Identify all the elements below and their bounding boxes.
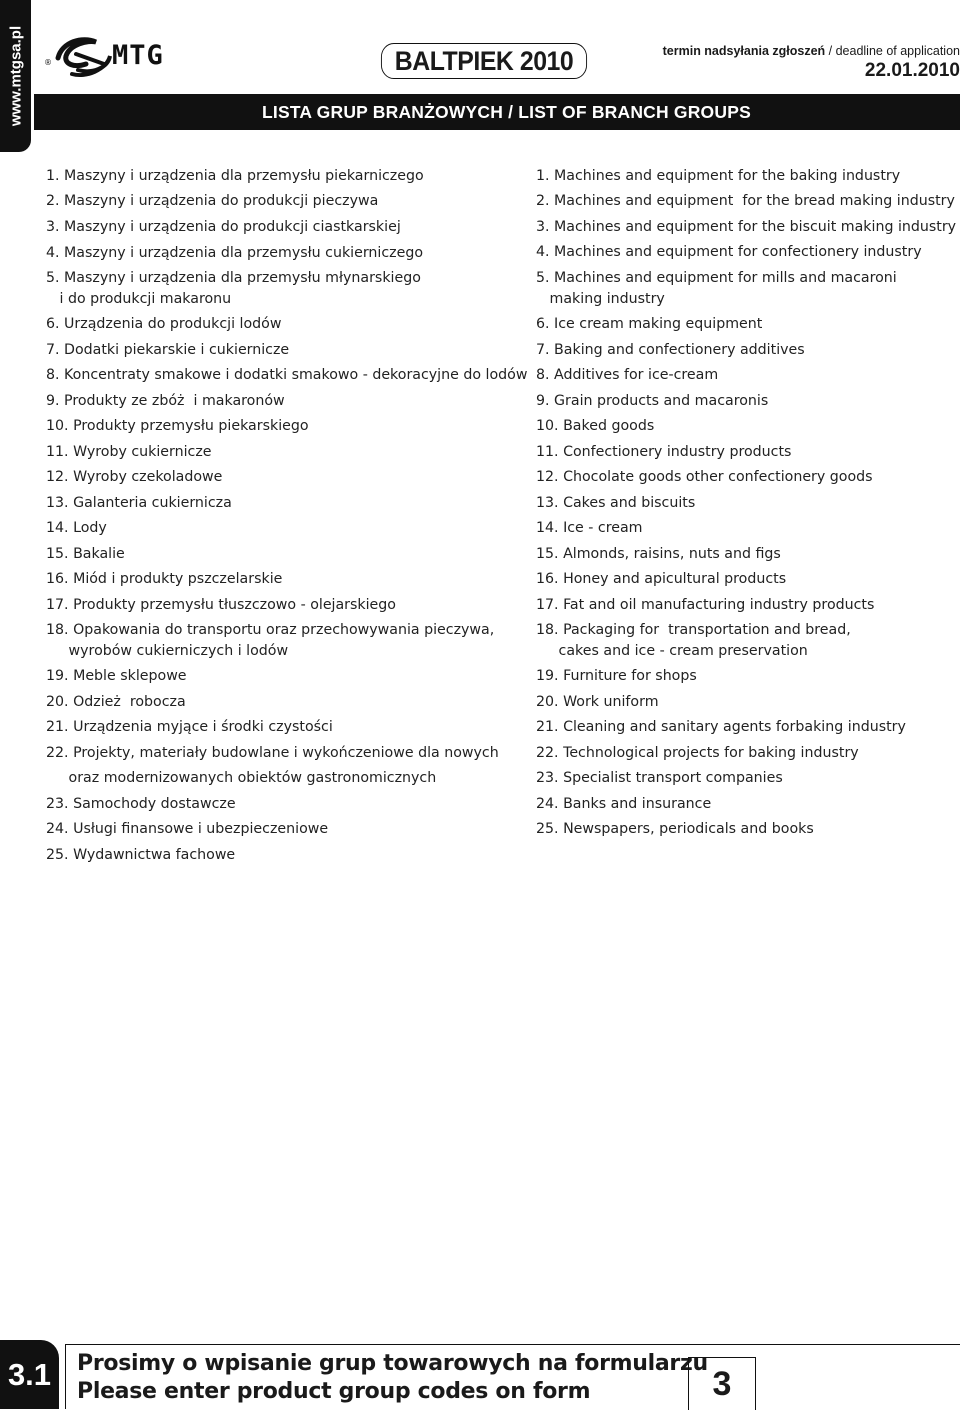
branch-group-item: 14. Ice - cream [536,520,643,536]
footer-instruction-box [65,1344,960,1409]
branch-group-item: 3. Machines and equipment for the biscuit making industry [536,219,957,235]
branch-group-item: oraz modernizowanych obiektów gastronomicznych [46,770,437,786]
branch-group-item: 18. Packaging for transportation and bread, [536,622,851,638]
section-header-bar [34,94,960,130]
section-title: LISTA GRUP BRANŻOWYCH / LIST OF BRANCH GROUPS [262,101,751,122]
branch-group-item: 22. Technological projects for baking industry [536,745,859,761]
registered-mark: ® [44,58,52,67]
form-number-box [688,1357,756,1410]
branch-group-item: 25. Newspapers, periodicals and books [536,821,814,837]
branch-group-item: 19. Meble sklepowe [46,668,187,684]
deadline-label [663,44,960,58]
branch-group-item: 13. Galanteria cukiernicza [46,495,232,511]
branch-group-item: 7. Dodatki piekarskie i cukiernicze [46,342,290,358]
deadline-label-en: / deadline of application [825,44,960,58]
deadline-label-pl: termin nadsyłania zgłoszeń [662,44,826,58]
branch-group-item: 20. Odzież robocza [46,694,186,710]
branch-group-item: making industry [536,291,665,307]
branch-group-item: 20. Work uniform [536,694,659,710]
section-number: 3.1 [7,1356,52,1392]
branch-group-item: 6. Ice cream making equipment [536,316,763,332]
branch-group-item: 21. Urządzenia myjące i środki czystości [46,719,333,735]
branch-group-item: 6. Urządzenia do produkcji lodów [46,316,282,332]
branch-group-item: 5. Maszyny i urządzenia dla przemysłu młynarskiego [46,270,421,286]
branch-group-item: wyrobów cukierniczych i lodów [46,643,289,659]
branch-group-item: 8. Additives for ice-cream [536,367,719,383]
branch-group-item: 11. Wyroby cukiernicze [46,444,212,460]
branch-group-item: 3. Maszyny i urządzenia do produkcji ciastkarskiej [46,219,401,235]
brand-name: MTG [112,40,164,71]
event-name-box [381,43,587,79]
logo-swoosh-icon [52,34,116,82]
branch-group-item: 10. Baked goods [536,418,655,434]
branch-group-item: 4. Maszyny i urządzenia dla przemysłu cukierniczego [46,245,424,261]
event-name: BALTPIEK 2010 [394,45,574,76]
branch-group-item: 17. Produkty przemysłu tłuszczowo - olejarskiego [46,597,396,613]
footer-instruction-pl: Prosimy o wpisanie grup towarowych na formularzu [77,1351,708,1376]
branch-group-item: 1. Machines and equipment for the baking industry [536,168,901,184]
branch-group-item: 23. Samochody dostawcze [46,796,236,812]
form-number: 3 [712,1364,732,1403]
branch-group-item: i do produkcji makaronu [46,291,232,307]
branch-group-item: 10. Produkty przemysłu piekarskiego [46,418,309,434]
branch-group-item: 5. Machines and equipment for mills and macaroni [536,270,897,286]
branch-group-item: 15. Bakalie [46,546,125,562]
mtg-logo [44,30,168,90]
branch-group-item: 24. Usługi finansowe i ubezpieczeniowe [46,821,329,837]
deadline-date: 22.01.2010 [864,60,960,81]
branch-group-item: 7. Baking and confectionery additives [536,342,805,358]
footer-instruction-en: Please enter product group codes on form [77,1379,591,1404]
branch-group-item: 21. Cleaning and sanitary agents forbaking industry [536,719,906,735]
branch-group-item: 18. Opakowania do transportu oraz przechowywania pieczywa, [46,622,495,638]
website-side-tab [0,0,31,152]
branch-group-item: 12. Wyroby czekoladowe [46,469,223,485]
website-url: www.mtgsa.pl [7,25,24,127]
branch-group-item: 16. Honey and apicultural products [536,571,787,587]
branch-group-item: 2. Machines and equipment for the bread making industry [536,193,955,209]
branch-group-item: 9. Grain products and macaronis [536,393,769,409]
branch-group-item: 13. Cakes and biscuits [536,495,696,511]
branch-group-item: 1. Maszyny i urządzenia dla przemysłu piekarniczego [46,168,424,184]
branch-group-item: 15. Almonds, raisins, nuts and figs [536,546,781,562]
section-number-badge [0,1340,59,1409]
branch-group-item: cakes and ice - cream preservation [536,643,808,659]
branch-group-item: 12. Chocolate goods other confectionery goods [536,469,873,485]
branch-group-item: 17. Fat and oil manufacturing industry products [536,597,875,613]
branch-group-item: 4. Machines and equipment for confectionery industry [536,244,922,260]
branch-group-item: 19. Furniture for shops [536,668,697,684]
branch-group-item: 2. Maszyny i urządzenia do produkcji pieczywa [46,193,379,209]
branch-group-item: 24. Banks and insurance [536,796,712,812]
branch-group-item: 14. Lody [46,520,107,536]
branch-group-item: 16. Miód i produkty pszczelarskie [46,571,283,587]
branch-group-item: 8. Koncentraty smakowe i dodatki smakowo - dekoracyjne do lodów [46,367,528,383]
branch-group-item: 22. Projekty, materiały budowlane i wykończeniowe dla nowych [46,745,499,761]
branch-group-item: 25. Wydawnictwa fachowe [46,847,236,863]
branch-group-item: 23. Specialist transport companies [536,770,783,786]
branch-group-item: 11. Confectionery industry products [536,444,792,460]
branch-group-item: 9. Produkty ze zbóż i makaronów [46,393,285,409]
